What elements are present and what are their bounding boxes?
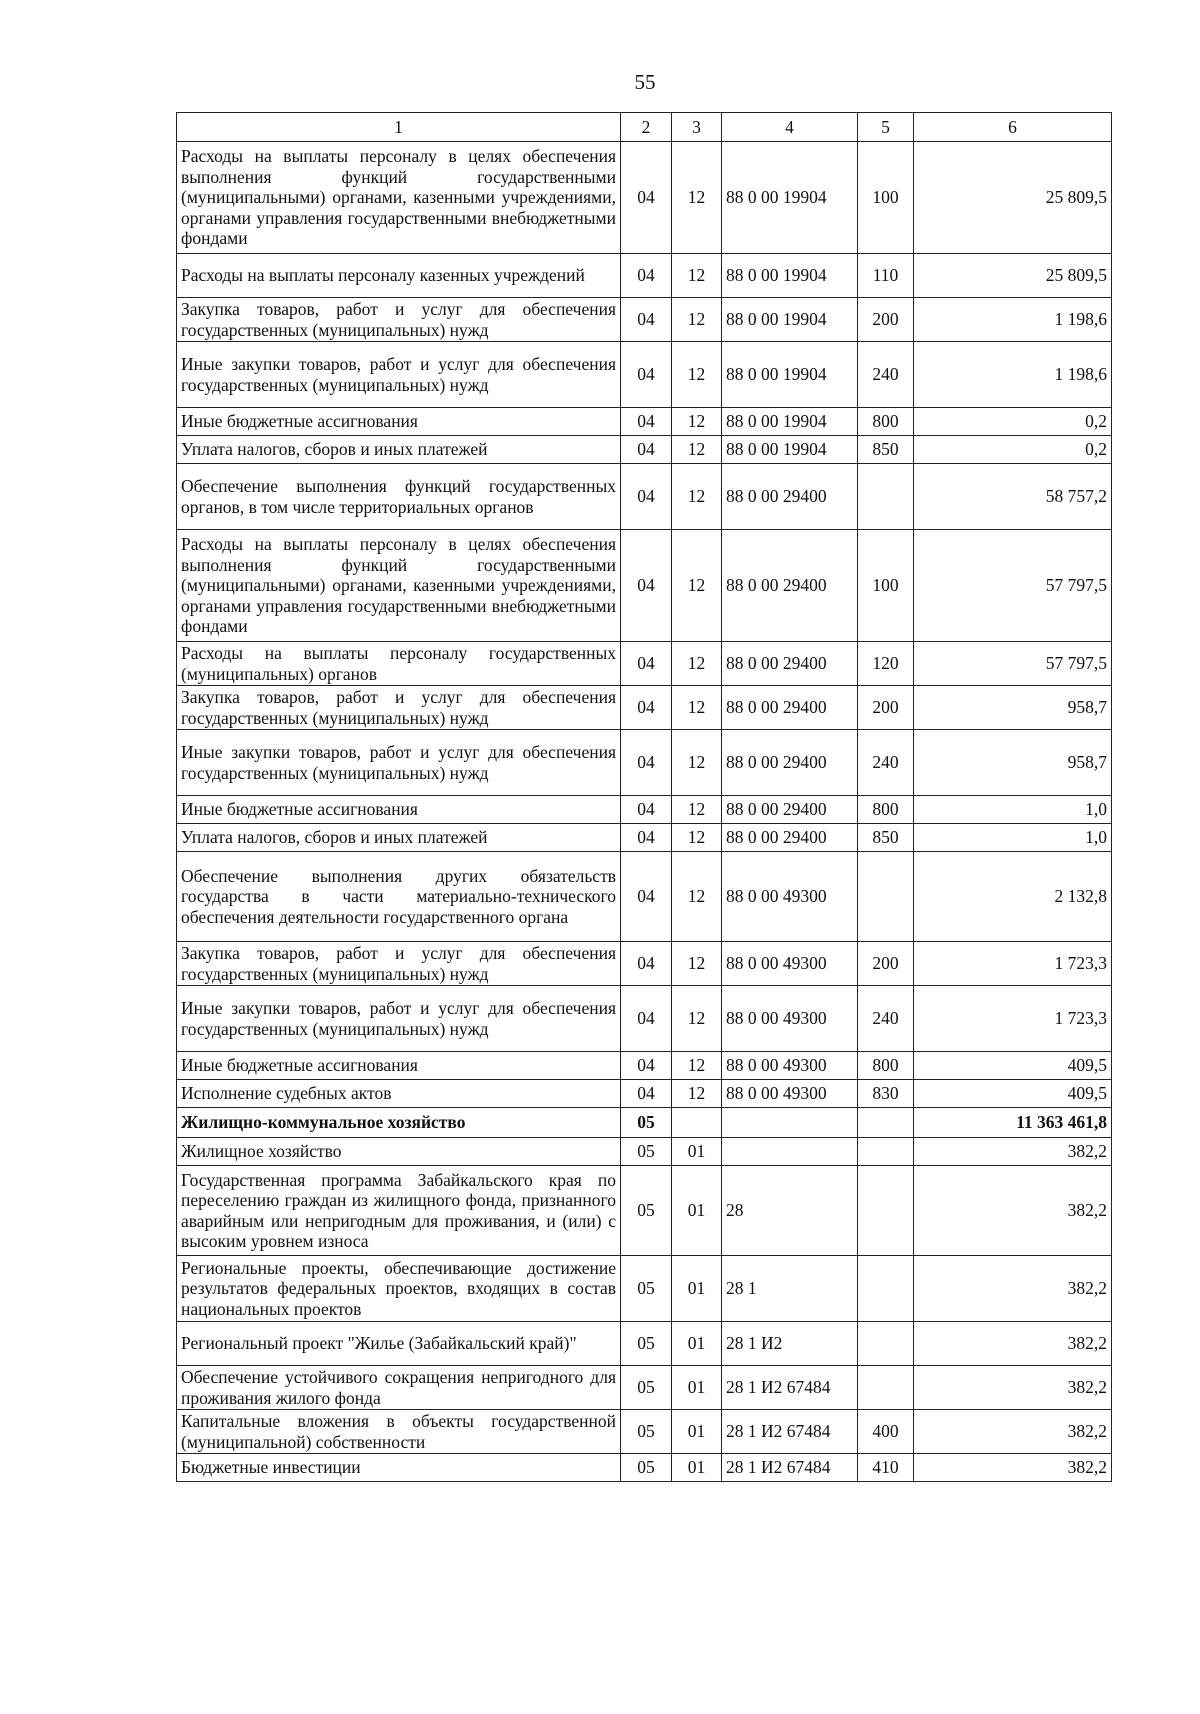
row-expense-type-cell: 240 [858,986,914,1052]
row-name-cell: Жилищное хозяйство [177,1138,621,1166]
row-section-cell: 04 [621,796,672,824]
table-row [177,436,1112,464]
row-subsection-cell: 01 [672,1410,722,1454]
row-name-cell: Жилищно-коммунальное хозяйство [177,1108,621,1138]
row-subsection-cell: 01 [672,1322,722,1366]
row-expense-type-cell: 800 [858,1052,914,1080]
row-subsection-cell: 12 [672,686,722,730]
row-name-cell: Обеспечение устойчивого сокращения непригодного для проживания жилого фонда [177,1366,621,1410]
row-name-cell: Государственная программа Забайкальского края по переселению граждан из жилищного фонда, признанного аварийным или непригодным для проживания, и (или) с высоким уровнем износа [177,1166,621,1256]
row-name-cell: Расходы на выплаты персоналу государственных (муниципальных) органов [177,642,621,686]
row-target-article-cell: 28 1 И2 67484 [722,1454,858,1482]
row-expense-type-cell: 400 [858,1410,914,1454]
row-amount-cell: 1 198,6 [914,342,1112,408]
table-row [177,986,1112,1052]
column-header: 1 [177,113,621,142]
row-section-cell: 05 [621,1256,672,1322]
row-amount-cell: 25 809,5 [914,142,1112,254]
row-target-article-cell: 88 0 00 49300 [722,942,858,986]
row-section-cell: 04 [621,824,672,852]
row-subsection-cell: 01 [672,1256,722,1322]
row-name-cell: Закупка товаров, работ и услуг для обеспечения государственных (муниципальных) нужд [177,942,621,986]
row-subsection-cell: 01 [672,1366,722,1410]
row-amount-cell: 1,0 [914,796,1112,824]
row-section-cell: 04 [621,436,672,464]
header-row [177,113,1112,142]
row-section-cell: 04 [621,342,672,408]
column-header: 4 [722,113,858,142]
table-row [177,1256,1112,1322]
row-amount-cell: 382,2 [914,1454,1112,1482]
row-section-cell: 05 [621,1454,672,1482]
row-subsection-cell: 12 [672,942,722,986]
row-section-cell: 05 [621,1322,672,1366]
table-row [177,1322,1112,1366]
row-target-article-cell: 28 [722,1166,858,1256]
row-section-cell: 04 [621,464,672,530]
row-subsection-cell: 12 [672,824,722,852]
row-name-cell: Уплата налогов, сборов и иных платежей [177,436,621,464]
table-row [177,1366,1112,1410]
row-subsection-cell: 12 [672,1052,722,1080]
row-name-cell: Закупка товаров, работ и услуг для обеспечения государственных (муниципальных) нужд [177,686,621,730]
row-target-article-cell: 88 0 00 29400 [722,824,858,852]
row-section-cell: 04 [621,298,672,342]
budget-table [176,112,1112,1482]
row-expense-type-cell [858,464,914,530]
table-row [177,408,1112,436]
row-subsection-cell: 12 [672,408,722,436]
row-name-cell: Расходы на выплаты персоналу казенных учреждений [177,254,621,298]
row-expense-type-cell [858,1166,914,1256]
row-expense-type-cell: 830 [858,1080,914,1108]
row-subsection-cell: 12 [672,254,722,298]
row-target-article-cell: 88 0 00 19904 [722,342,858,408]
table-row [177,298,1112,342]
row-target-article-cell: 88 0 00 49300 [722,1052,858,1080]
row-subsection-cell: 12 [672,642,722,686]
row-expense-type-cell: 850 [858,436,914,464]
row-target-article-cell: 88 0 00 29400 [722,530,858,642]
row-name-cell: Иные закупки товаров, работ и услуг для обеспечения государственных (муниципальных) нужд [177,342,621,408]
row-amount-cell: 958,7 [914,686,1112,730]
row-target-article-cell: 88 0 00 29400 [722,730,858,796]
row-target-article-cell: 88 0 00 49300 [722,852,858,942]
row-name-cell: Иные закупки товаров, работ и услуг для обеспечения государственных (муниципальных) нужд [177,986,621,1052]
row-subsection-cell: 12 [672,852,722,942]
row-expense-type-cell [858,1138,914,1166]
row-target-article-cell: 88 0 00 29400 [722,464,858,530]
row-target-article-cell: 88 0 00 29400 [722,642,858,686]
column-header: 3 [672,113,722,142]
row-section-cell: 05 [621,1166,672,1256]
row-expense-type-cell: 240 [858,342,914,408]
row-target-article-cell: 88 0 00 19904 [722,298,858,342]
table-row [177,1166,1112,1256]
row-subsection-cell: 12 [672,796,722,824]
row-section-cell: 04 [621,142,672,254]
row-amount-cell: 2 132,8 [914,852,1112,942]
row-target-article-cell: 28 1 И2 [722,1322,858,1366]
column-header: 5 [858,113,914,142]
row-amount-cell: 409,5 [914,1052,1112,1080]
row-target-article-cell: 88 0 00 49300 [722,1080,858,1108]
row-subsection-cell: 12 [672,298,722,342]
row-section-cell: 04 [621,986,672,1052]
row-amount-cell: 1 723,3 [914,986,1112,1052]
row-section-cell: 04 [621,408,672,436]
row-amount-cell: 382,2 [914,1256,1112,1322]
row-expense-type-cell: 410 [858,1454,914,1482]
row-expense-type-cell [858,852,914,942]
row-subsection-cell: 12 [672,1080,722,1108]
row-section-cell: 04 [621,1080,672,1108]
row-target-article-cell [722,1138,858,1166]
table-row [177,1138,1112,1166]
page-number: 55 [634,70,656,94]
row-amount-cell: 58 757,2 [914,464,1112,530]
row-expense-type-cell: 110 [858,254,914,298]
row-section-cell: 04 [621,852,672,942]
table-row [177,1052,1112,1080]
row-section-cell: 04 [621,254,672,298]
row-name-cell: Обеспечение выполнения функций государственных органов, в том числе территориальных органов [177,464,621,530]
row-section-cell: 05 [621,1410,672,1454]
table-row [177,530,1112,642]
row-section-cell: 05 [621,1108,672,1138]
row-target-article-cell: 88 0 00 19904 [722,408,858,436]
row-amount-cell: 11 363 461,8 [914,1108,1112,1138]
row-name-cell: Капитальные вложения в объекты государственной (муниципальной) собственности [177,1410,621,1454]
row-amount-cell: 25 809,5 [914,254,1112,298]
column-header: 6 [914,113,1112,142]
row-target-article-cell: 28 1 [722,1256,858,1322]
table-row [177,824,1112,852]
table-row [177,1454,1112,1482]
table-row [177,1410,1112,1454]
row-section-cell: 04 [621,1052,672,1080]
table-row [177,730,1112,796]
table-body [177,142,1112,1482]
row-subsection-cell: 01 [672,1166,722,1256]
row-amount-cell: 0,2 [914,408,1112,436]
row-amount-cell: 382,2 [914,1322,1112,1366]
row-target-article-cell: 28 1 И2 67484 [722,1410,858,1454]
row-subsection-cell: 12 [672,730,722,796]
row-name-cell: Уплата налогов, сборов и иных платежей [177,824,621,852]
row-name-cell: Иные бюджетные ассигнования [177,796,621,824]
row-amount-cell: 382,2 [914,1166,1112,1256]
row-name-cell: Расходы на выплаты персоналу в целях обеспечения выполнения функций государственными (муниципальными) органами, казенными учреждениями, органами управления государственными внебюджетными фондами [177,142,621,254]
row-amount-cell: 57 797,5 [914,530,1112,642]
row-amount-cell: 1 198,6 [914,298,1112,342]
row-amount-cell: 382,2 [914,1366,1112,1410]
row-name-cell: Бюджетные инвестиции [177,1454,621,1482]
row-amount-cell: 409,5 [914,1080,1112,1108]
row-section-cell: 05 [621,1366,672,1410]
row-subsection-cell: 12 [672,342,722,408]
row-expense-type-cell: 100 [858,142,914,254]
row-target-article-cell [722,1108,858,1138]
row-section-cell: 04 [621,530,672,642]
column-header: 2 [621,113,672,142]
table-header [177,113,1112,142]
row-target-article-cell: 88 0 00 29400 [722,796,858,824]
row-subsection-cell: 12 [672,436,722,464]
row-expense-type-cell: 200 [858,942,914,986]
row-name-cell: Обеспечение выполнения других обязательств государства в части материально-технического обеспечения деятельности государственного органа [177,852,621,942]
row-section-cell: 04 [621,730,672,796]
row-expense-type-cell: 800 [858,796,914,824]
row-section-cell: 05 [621,1138,672,1166]
row-subsection-cell: 12 [672,142,722,254]
row-expense-type-cell: 850 [858,824,914,852]
row-target-article-cell: 88 0 00 19904 [722,436,858,464]
row-amount-cell: 382,2 [914,1138,1112,1166]
row-subsection-cell: 12 [672,986,722,1052]
row-name-cell: Расходы на выплаты персоналу в целях обеспечения выполнения функций государственными (муниципальными) органами, казенными учреждениями, органами управления государственными внебюджетными фондами [177,530,621,642]
table-row [177,942,1112,986]
table-row [177,142,1112,254]
row-expense-type-cell: 200 [858,298,914,342]
table-row [177,342,1112,408]
row-amount-cell: 57 797,5 [914,642,1112,686]
row-name-cell: Исполнение судебных актов [177,1080,621,1108]
row-expense-type-cell: 120 [858,642,914,686]
row-subsection-cell: 12 [672,530,722,642]
row-expense-type-cell [858,1256,914,1322]
row-name-cell: Иные закупки товаров, работ и услуг для обеспечения государственных (муниципальных) нужд [177,730,621,796]
row-target-article-cell: 88 0 00 29400 [722,686,858,730]
row-expense-type-cell: 200 [858,686,914,730]
row-target-article-cell: 88 0 00 49300 [722,986,858,1052]
row-expense-type-cell [858,1108,914,1138]
table-row [177,686,1112,730]
row-expense-type-cell: 100 [858,530,914,642]
row-section-cell: 04 [621,642,672,686]
table-row [177,642,1112,686]
row-amount-cell: 958,7 [914,730,1112,796]
row-amount-cell: 1 723,3 [914,942,1112,986]
table-row [177,1108,1112,1138]
row-amount-cell: 0,2 [914,436,1112,464]
row-expense-type-cell [858,1322,914,1366]
row-name-cell: Иные бюджетные ассигнования [177,408,621,436]
row-name-cell: Закупка товаров, работ и услуг для обеспечения государственных (муниципальных) нужд [177,298,621,342]
row-expense-type-cell [858,1366,914,1410]
table-row [177,1080,1112,1108]
row-amount-cell: 382,2 [914,1410,1112,1454]
row-subsection-cell: 01 [672,1138,722,1166]
row-expense-type-cell: 240 [858,730,914,796]
table-row [177,796,1112,824]
row-section-cell: 04 [621,942,672,986]
row-name-cell: Региональный проект "Жилье (Забайкальский край)" [177,1322,621,1366]
row-subsection-cell: 01 [672,1454,722,1482]
row-amount-cell: 1,0 [914,824,1112,852]
row-target-article-cell: 88 0 00 19904 [722,254,858,298]
table-row [177,852,1112,942]
row-name-cell: Региональные проекты, обеспечивающие достижение результатов федеральных проектов, входящих в состав национальных проектов [177,1256,621,1322]
row-name-cell: Иные бюджетные ассигнования [177,1052,621,1080]
row-target-article-cell: 28 1 И2 67484 [722,1366,858,1410]
row-target-article-cell: 88 0 00 19904 [722,142,858,254]
row-subsection-cell [672,1108,722,1138]
row-expense-type-cell: 800 [858,408,914,436]
table-row [177,464,1112,530]
table-row [177,254,1112,298]
row-section-cell: 04 [621,686,672,730]
row-subsection-cell: 12 [672,464,722,530]
